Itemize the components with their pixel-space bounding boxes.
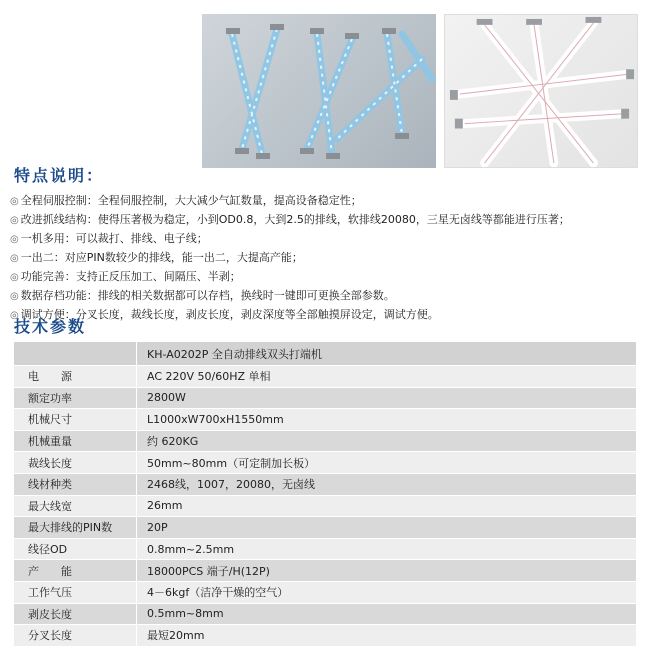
- spec-row: [14, 452, 637, 474]
- spec-title: 技术参数: [14, 317, 87, 336]
- bullet-icon: ◎: [10, 291, 19, 302]
- spec-key: 分叉长度: [14, 625, 137, 647]
- bullet-icon: ◎: [10, 234, 19, 245]
- spec-key: 线材种类: [14, 473, 137, 495]
- spec-key: 线径OD: [14, 538, 137, 560]
- spec-row: [14, 560, 637, 582]
- feature-text: 一出二：对应PIN数较少的排线，能一出二，大提高产能；: [20, 251, 303, 264]
- spec-row: [14, 387, 637, 409]
- spec-value: 50mm~80mm（可定制加长板）: [137, 452, 637, 474]
- product-photo-blue-cables: [202, 14, 436, 168]
- feature-text: 功能完善：支持正反压加工、间隔压、半剥；: [20, 270, 241, 283]
- feature-item: [10, 248, 640, 267]
- spec-value: 18000PCS 端子/H(12P): [137, 560, 637, 582]
- bullet-icon: ◎: [10, 215, 19, 226]
- spec-value: KH-A0202P 全自动排线双头打端机: [137, 342, 637, 366]
- spec-row: [14, 517, 637, 539]
- spec-key: [14, 342, 137, 366]
- spec-row: [14, 625, 637, 647]
- spec-value: 最短20mm: [137, 625, 637, 647]
- spec-key: 最大排线的PIN数: [14, 517, 137, 539]
- spec-key: 机械重量: [14, 430, 137, 452]
- spec-key: 机械尺寸: [14, 409, 137, 431]
- product-photo-white-cables: [444, 14, 638, 168]
- bullet-icon: ◎: [10, 196, 19, 207]
- feature-item: [10, 286, 640, 305]
- spec-key: 剥皮长度: [14, 603, 137, 625]
- spec-header-row: [14, 342, 637, 366]
- spec-value: 约 620KG: [137, 430, 637, 452]
- bullet-icon: ◎: [10, 272, 19, 283]
- spec-row: [14, 409, 637, 431]
- feature-item: [10, 210, 640, 229]
- spec-value: 0.5mm~8mm: [137, 603, 637, 625]
- spec-table: [13, 341, 637, 647]
- features-title: 特点说明：: [14, 166, 105, 185]
- spec-key: 裁线长度: [14, 452, 137, 474]
- feature-item: [10, 267, 640, 286]
- spec-row: [14, 366, 637, 388]
- spec-key: 最大线宽: [14, 495, 137, 517]
- spec-value: 20P: [137, 517, 637, 539]
- spec-key: 产 能: [14, 560, 137, 582]
- spec-value: 4－6kgf（洁净干燥的空气）: [137, 581, 637, 603]
- spec-value: L1000xW700xH1550mm: [137, 409, 637, 431]
- feature-text: 一机多用：可以裁打、排线、电子线；: [20, 232, 208, 245]
- spec-row: [14, 581, 637, 603]
- spec-key: 工作气压: [14, 581, 137, 603]
- spec-row: [14, 430, 637, 452]
- spec-key: 电 源: [14, 366, 137, 388]
- spec-row: [14, 495, 637, 517]
- feature-text: 改进抓线结构：使得压著极为稳定，小到OD0.8，大到2.5的排线，软排线20080，三星无卤线等都能进行压著；: [20, 213, 570, 226]
- spec-value: 26mm: [137, 495, 637, 517]
- feature-text: 数据存档功能：排线的相关数据都可以存档，换线时一键即可更换全部参数。: [20, 289, 395, 302]
- spec-value: 0.8mm~2.5mm: [137, 538, 637, 560]
- spec-value: 2468线，1007，20080，无卤线: [137, 473, 637, 495]
- feature-text: 全程伺服控制：全程伺服控制，大大减少气缸数量，提高设备稳定性；: [20, 194, 362, 207]
- bullet-icon: ◎: [10, 253, 19, 264]
- spec-key: 额定功率: [14, 387, 137, 409]
- spec-row: [14, 538, 637, 560]
- feature-item: [10, 191, 640, 210]
- spec-value: AC 220V 50/60HZ 单相: [137, 366, 637, 388]
- spec-row: [14, 603, 637, 625]
- feature-item: [10, 229, 640, 248]
- feature-item: [10, 305, 640, 324]
- bullet-icon: ◎: [10, 310, 19, 321]
- features-list: [10, 191, 640, 324]
- spec-row: [14, 473, 637, 495]
- feature-text: 调试方便：分叉长度，裁线长度，剥皮长度，剥皮深度等全部触摸屏设定，调试方便。: [20, 308, 439, 321]
- spec-value: 2800W: [137, 387, 637, 409]
